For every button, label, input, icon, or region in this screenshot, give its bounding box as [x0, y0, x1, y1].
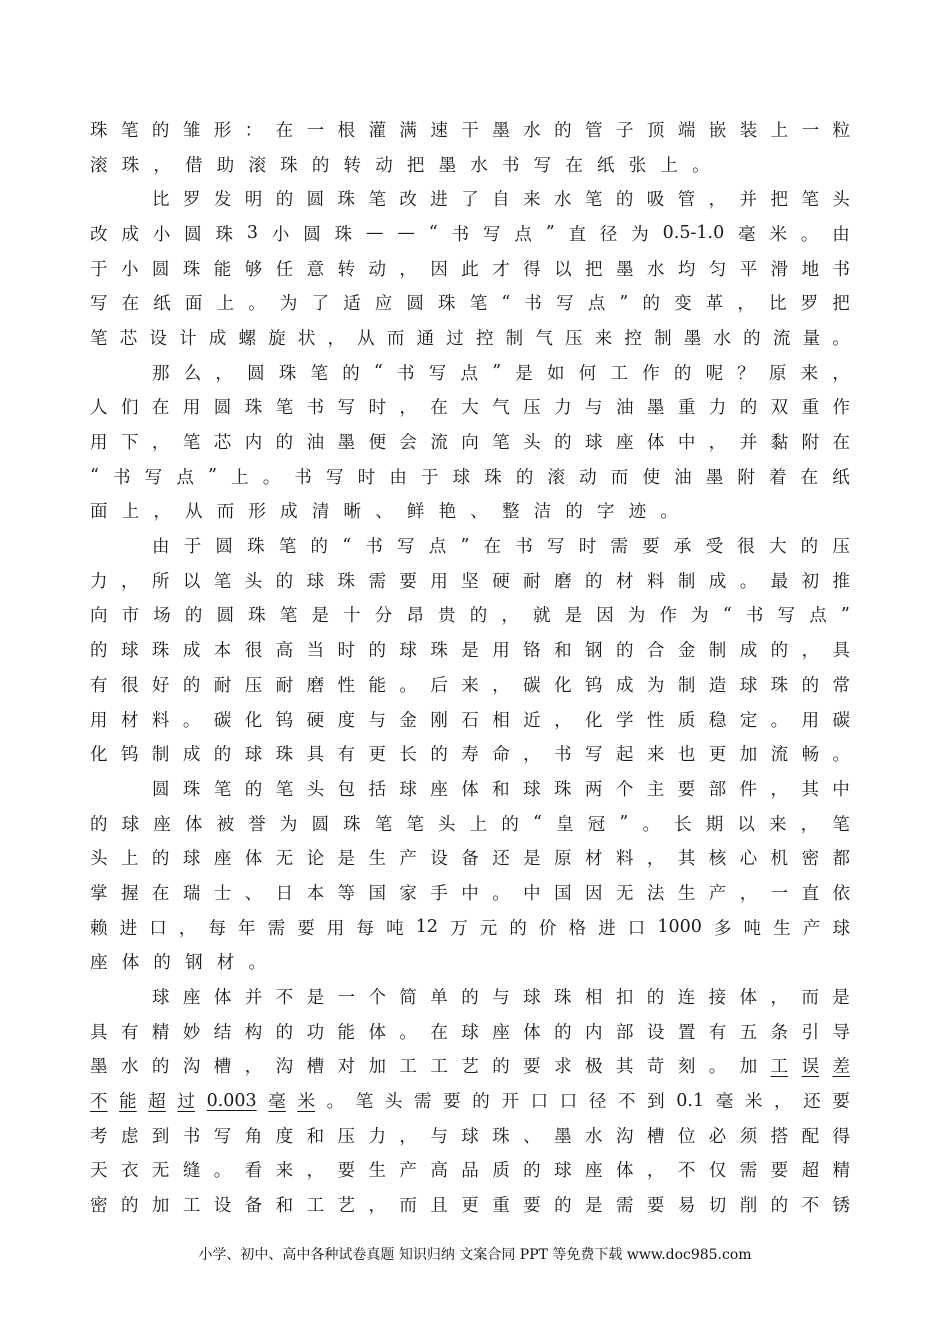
article-body	[90, 112, 850, 1222]
text-line: 的 球 座 体 被 誉 为 圆 珠 笔 笔 头 上 的 “ 皇 冠 ” 。 长 期 以 来 ， 笔	[90, 813, 850, 835]
text-line: 天 衣 无 缝 。 看 来 ， 要 生 产 高 品 质 的 球 座 体 ， 不 仅 需 要 超 精	[90, 1161, 850, 1182]
text-line: 赖 进 口 ， 每 年 需 要 用 每 吨 12 万 元 的 价 格 进 口 1000 多 吨 生 产 球	[90, 917, 850, 939]
text-line: 密 的 加 工 设 备 和 工 艺 ， 而 且 更 重 要 的 是 需 要 易 切 削 的 不 锈	[90, 1196, 850, 1217]
text-line: 笔 芯 设 计 成 螺 旋 状 ， 从 而 通 过 控 制 气 压 来 控 制 墨 水 的 流 量 。	[90, 328, 850, 349]
text-line: 力 ， 所 以 笔 头 的 球 珠 需 要 用 坚 硬 耐 磨 的 材 料 制 成 。 最 初 推	[90, 571, 850, 592]
text-line: 由 于 圆 珠 笔 的 “ 书 写 点 ” 在 书 写 时 需 要 承 受 很 大 的 压	[152, 535, 850, 558]
text-line: 用 下 ， 笔 芯 内 的 油 墨 便 会 流 向 笔 头 的 球 座 体 中 ， 并 黏 附 在	[90, 433, 850, 454]
text-line: 改 成 小 圆 珠 3 小 圆 珠 — — “ 书 写 点 ” 直 径 为 0.5-1.0 毫 米 。 由	[90, 223, 850, 245]
text-line: 面 上 ， 从 而 形 成 清 晰 、 鲜 艳 、 整 洁 的 字 迹 。	[90, 502, 678, 523]
text-line: “ 书 写 点 ” 上 。 书 写 时 由 于 球 珠 的 滚 动 而 使 油 墨 附 着 在 纸	[90, 466, 850, 488]
text-line: 珠 笔 的 雏 形 ： 在 一 根 灌 满 速 干 墨 水 的 管 子 顶 端 嵌 装 上 一 粒	[90, 120, 850, 141]
text-line: 不 能 超 过 0.003 毫 米 。 笔 头 需 要 的 开 口 口 径 不 到 0.1 毫 米 ， 还 要	[90, 1090, 850, 1113]
text-line: 向 市 场 的 圆 珠 笔 是 十 分 昂 贵 的 ， 就 是 因 为 作 为 “ 书 写 点 ”	[90, 604, 850, 627]
text-line: 座 体 的 钢 材 。	[90, 953, 266, 974]
text-line: 有 很 好 的 耐 压 耐 磨 性 能 。 后 来 ， 碳 化 钨 成 为 制 造 球 珠 的 常	[90, 675, 850, 696]
text-line: 那 么 ， 圆 珠 笔 的 “ 书 写 点 ” 是 如 何 工 作 的 呢 ？ 原 来 ，	[152, 362, 850, 384]
text-line: 掌 握 在 瑞 士 、 日 本 等 国 家 手 中 。 中 国 因 无 法 生 产 ， 一 直 依	[90, 883, 850, 904]
text-line: 墨 水 的 沟 槽 ， 沟 槽 对 加 工 工 艺 的 要 求 极 其 苛 刻 。 加 工 误 差	[90, 1057, 850, 1078]
page-footer: 小学、初中、高中各种试卷真题 知识归纳 文案合同 PPT 等免费下载 www.doc985.com	[198, 1247, 752, 1263]
text-line: 比 罗 发 明 的 圆 珠 笔 改 进 了 自 来 水 笔 的 吸 管 ， 并 把 笔 头	[152, 190, 850, 211]
text-line: 写 在 纸 面 上 。 为 了 适 应 圆 珠 笔 “ 书 写 点 ” 的 变 革 ， 比 罗 把	[90, 292, 850, 315]
text-line: 的 球 珠 成 本 很 高 当 时 的 球 珠 是 用 铬 和 钢 的 合 金 制 成 的 ， 具	[90, 641, 850, 662]
text-line: 人 们 在 用 圆 珠 笔 书 写 时 ， 在 大 气 压 力 与 油 墨 重 力 的 双 重 作	[90, 398, 850, 419]
text-line: 考 虑 到 书 写 角 度 和 压 力 ， 与 球 珠 、 墨 水 沟 槽 位 必 须 搭 配 得	[90, 1126, 850, 1147]
text-line: 具 有 精 妙 结 构 的 功 能 体 。 在 球 座 体 的 内 部 设 置 有 五 条 引 导	[90, 1022, 850, 1043]
text-line: 滚 珠 ， 借 助 滚 珠 的 转 动 把 墨 水 书 写 在 纸 张 上 。	[90, 155, 710, 176]
text-line: 用 材 料 。 碳 化 钨 硬 度 与 金 刚 石 相 近 ， 化 学 性 质 稳 定 。 用 碳	[90, 710, 850, 731]
text-line: 圆 珠 笔 的 笔 头 包 括 球 座 体 和 球 珠 两 个 主 要 部 件 ， 其 中	[152, 779, 850, 800]
text-line: 化 钨 制 成 的 球 珠 具 有 更 长 的 寿 命 ， 书 写 起 来 也 更 加 流 畅 。	[90, 745, 850, 766]
text-line: 头 上 的 球 座 体 无 论 是 生 产 设 备 还 是 原 材 料 ， 其 核 心 机 密 都	[90, 849, 850, 870]
text-line: 于 小 圆 珠 能 够 任 意 转 动 ， 因 此 才 得 以 把 墨 水 均 匀 平 滑 地 书	[90, 259, 850, 280]
text-line: 球 座 体 并 不 是 一 个 简 单 的 与 球 珠 相 扣 的 连 接 体 ， 而 是	[152, 988, 850, 1009]
